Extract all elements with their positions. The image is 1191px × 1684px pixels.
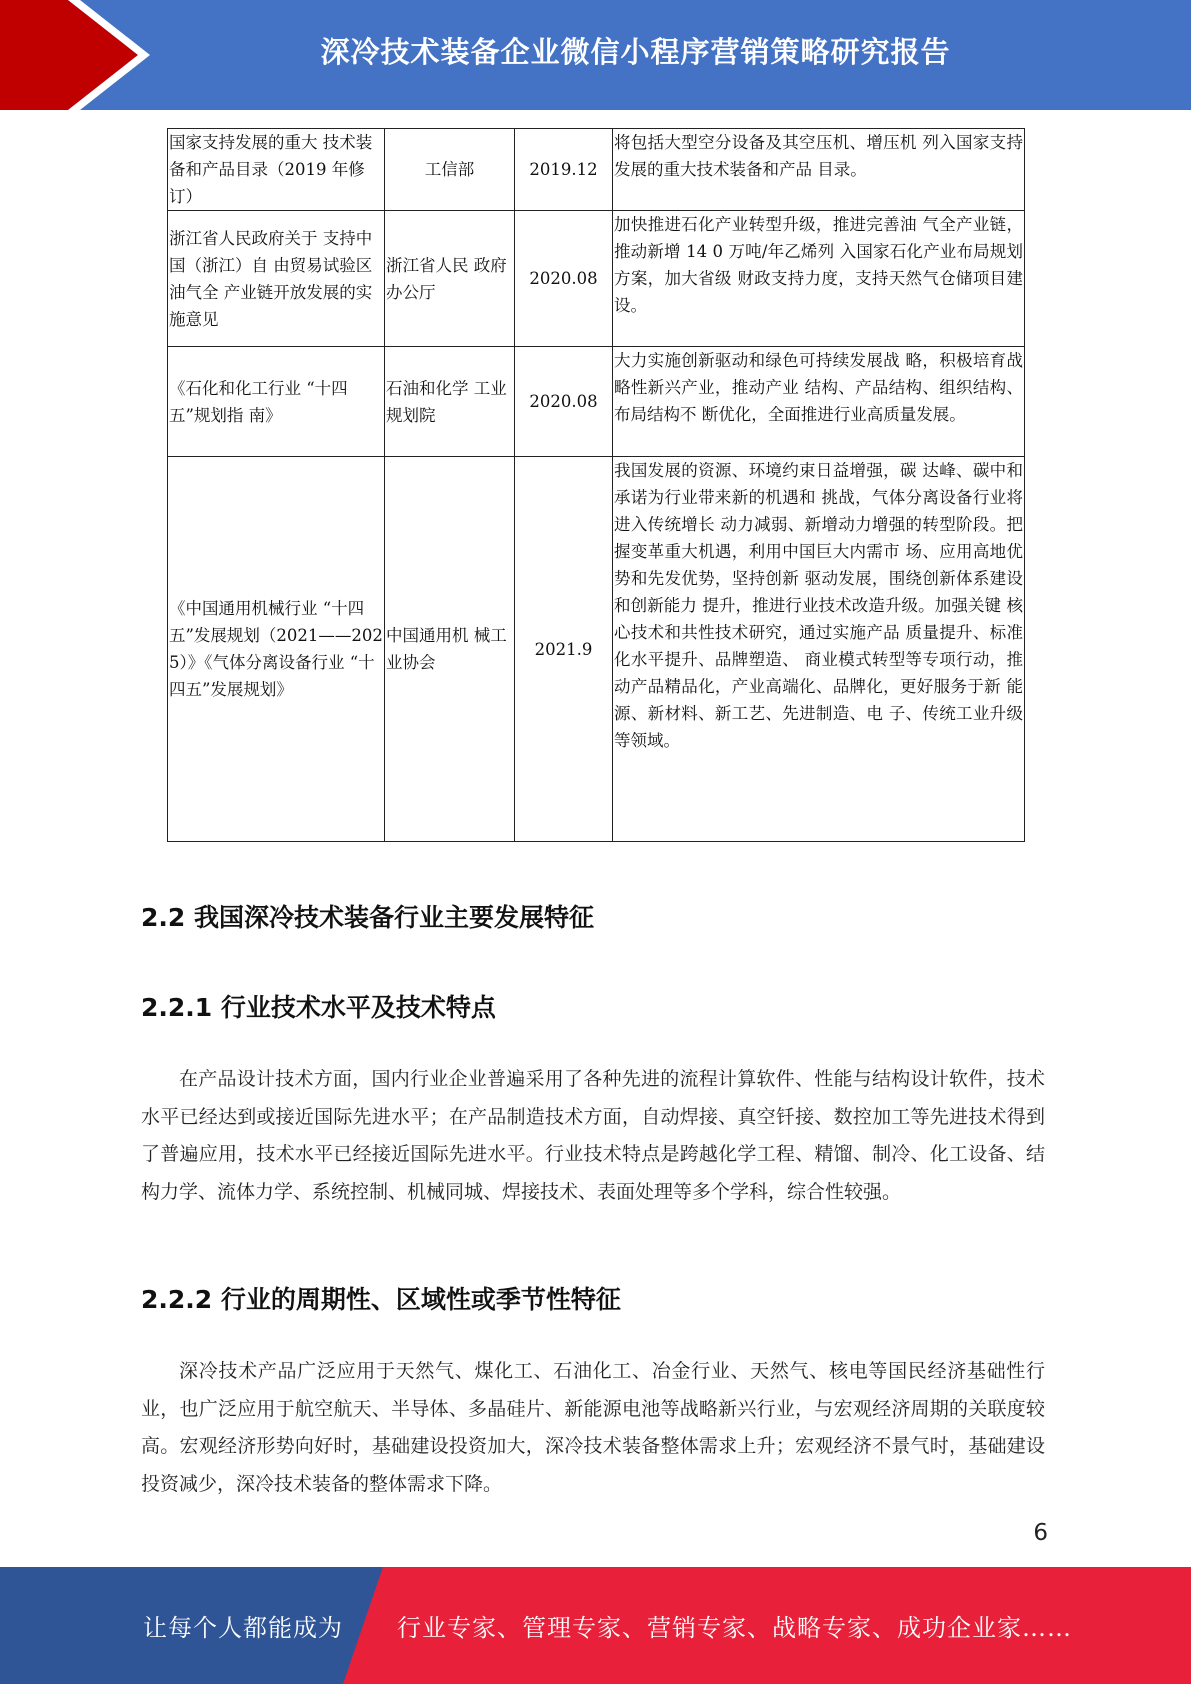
date-cell: 2020.08 xyxy=(515,347,613,457)
description-cell: 将包括大型空分设备及其空压机、增压机 列入国家支持发展的重大技术装备和产品 目录。 xyxy=(613,129,1025,211)
table-row xyxy=(168,457,1025,842)
issuer-cell: 中国通用机 械工业协会 xyxy=(385,457,515,842)
footer-slogan-right: 行业专家、管理专家、营销专家、战略专家、成功企业家…… xyxy=(397,1614,1072,1642)
policy-name-cell: 《石化和化工行业 “十四五”规划指 南》 xyxy=(168,347,385,457)
section-heading-2-2-2: 2.2.2 行业的周期性、区域性或季节性特征 xyxy=(141,1285,621,1314)
section-heading-2-2-1: 2.2.1 行业技术水平及技术特点 xyxy=(141,993,496,1022)
table-row xyxy=(168,211,1025,347)
section-2-2-2-body: 深冷技术产品广泛应用于天然气、煤化工、石油化工、冶金行业、天然气、核电等国民经济基础性行业，也广泛应用于航空航天、半导体、多晶硅片、新能源电池等战略新兴行业，与宏观经济周期的关联度较高。宏观经济形势向好时，基础建设投资加大，深冷技术装备整体需求上升；宏观经济不景气时，基础建设投资减少，深冷技术装备的整体需求下降。 xyxy=(141,1360,1045,1495)
date-cell: 2020.08 xyxy=(515,211,613,347)
footer-slogan-left: 让每个人都能成为 xyxy=(143,1614,343,1642)
date-cell: 2021.9 xyxy=(515,457,613,842)
section-2-2-1-body: 在产品设计技术方面，国内行业企业普遍采用了各种先进的流程计算软件、性能与结构设计软件，技术水平已经达到或接近国际先进水平；在产品制造技术方面，自动焊接、真空钎接、数控加工等先进技术得到了普遍应用，技术水平已经接近国际先进水平。行业技术特点是跨越化学工程、精馏、制冷、化工设备、结构力学、流体力学、系统控制、机械同城、焊接技术、表面处理等多个学科，综合性较强。 xyxy=(141,1068,1045,1203)
description-cell: 加快推进石化产业转型升级，推进完善油 气全产业链，推动新增 14 0 万吨/年乙烯列 入国家石化产业布局规划方案，加大省级 财政支持力度，支持天然气仓储项目建 设。 xyxy=(613,211,1025,347)
policy-name-cell: 《中国通用机械行业 “十四五”发展规划（2021——2025）》《气体分离设备行业 “十四五”发展规划》 xyxy=(168,457,385,842)
section-heading-2-2: 2.2 我国深冷技术装备行业主要发展特征 xyxy=(141,903,594,932)
policy-name-cell: 浙江省人民政府关于 支持中国（浙江）自 由贸易试验区油气全 产业链开放发展的实 施意见 xyxy=(168,211,385,347)
date-cell: 2019.12 xyxy=(515,129,613,211)
policy-name-cell: 国家支持发展的重大 技术装备和产品目录（2019 年修订） xyxy=(168,129,385,211)
issuer-cell: 石油和化学 工业规划院 xyxy=(385,347,515,457)
policy-table xyxy=(167,128,1025,842)
issuer-cell: 浙江省人民 政府办公厅 xyxy=(385,211,515,347)
issuer-cell: 工信部 xyxy=(385,129,515,211)
page-footer xyxy=(0,1567,1191,1684)
description-cell: 我国发展的资源、环境约束日益增强，碳 达峰、碳中和承诺为行业带来新的机遇和 挑战，气体分离设备行业将进入传统增长 动力减弱、新增动力增强的转型阶段。把 握变革重大机遇，利用中国巨大内需市 场、应用高地优势和先发优势，坚持创新 驱动发展，围绕创新体系建设和创新能力 提升，推进行业技术改造升级。加强关键 核心技术和共性技术研究，通过实施产品 质量提升、标准化水平提升、品牌塑造、 商业模式转型等专项行动，推动产品精品化，产业高端化、品牌化，更好服务于新 能源、新材料、新工艺、先进制造、电 子、传统工业升级等领域。 xyxy=(613,457,1025,842)
page-header xyxy=(0,0,1191,110)
description-cell: 大力实施创新驱动和绿色可持续发展战 略，积极培育战略性新兴产业，推动产业 结构、产品结构、组织结构、布局结构不 断优化，全面推进行业高质量发展。 xyxy=(613,347,1025,457)
page-number: 6 xyxy=(1033,1520,1048,1546)
table-row xyxy=(168,129,1025,211)
table-row xyxy=(168,347,1025,457)
report-title: 深冷技术装备企业微信小程序营销策略研究报告 xyxy=(320,34,951,69)
